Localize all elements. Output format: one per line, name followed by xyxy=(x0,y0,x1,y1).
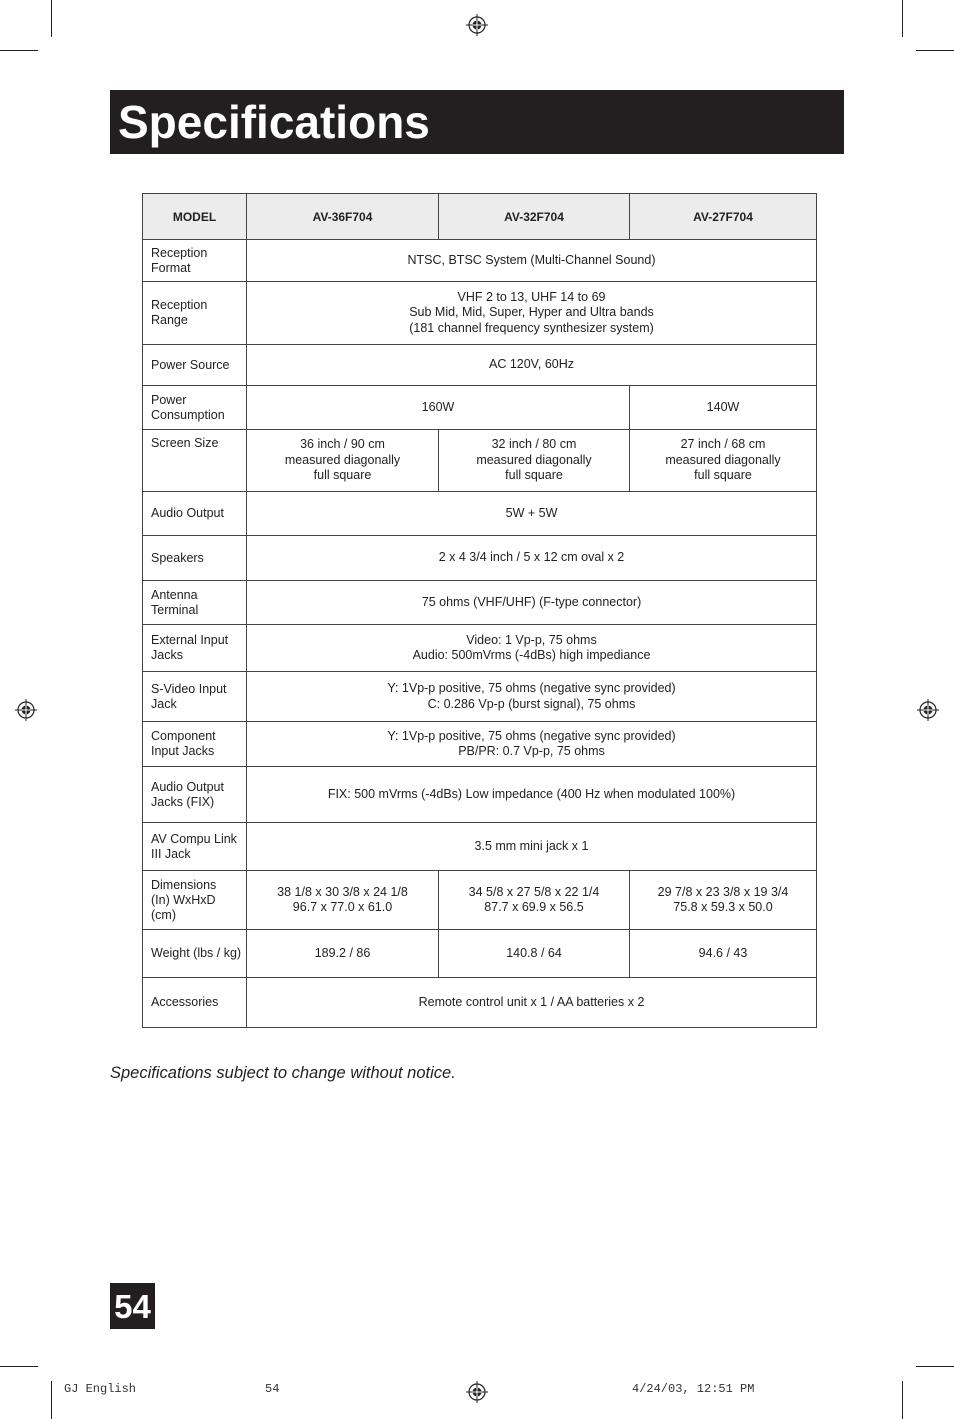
table-row xyxy=(143,823,817,871)
row-value: 160W xyxy=(247,386,630,430)
row-value: 32 inch / 80 cm measured diagonally full square xyxy=(439,430,630,492)
table-row xyxy=(143,345,817,386)
row-value: FIX: 500 mVrms (-4dBs) Low impedance (400 Hz when modulated 100%) xyxy=(247,767,817,823)
row-label: Audio Output xyxy=(143,492,247,536)
row-label: Component Input Jacks xyxy=(143,722,247,767)
crop-mark xyxy=(51,0,52,37)
registration-mark-icon xyxy=(466,1381,488,1403)
row-value: VHF 2 to 13, UHF 14 to 69 Sub Mid, Mid, Super, Hyper and Ultra bands (181 channel frequency synthesizer system) xyxy=(247,282,817,345)
row-value: 36 inch / 90 cm measured diagonally full square xyxy=(247,430,439,492)
table-row xyxy=(143,282,817,345)
spec-table xyxy=(142,193,817,1028)
row-label: Reception Format xyxy=(143,240,247,282)
registration-mark-icon xyxy=(15,699,37,721)
row-value: Y: 1Vp-p positive, 75 ohms (negative sync provided) C: 0.286 Vp-p (burst signal), 75 ohms xyxy=(247,672,817,722)
crop-mark xyxy=(916,1366,954,1367)
row-value: Remote control unit x 1 / AA batteries x 2 xyxy=(247,978,817,1028)
row-label: External Input Jacks xyxy=(143,625,247,672)
row-value: Y: 1Vp-p positive, 75 ohms (negative sync provided) PB/PR: 0.7 Vp-p, 75 ohms xyxy=(247,722,817,767)
table-row xyxy=(143,625,817,672)
row-value: 34 5/8 x 27 5/8 x 22 1/4 87.7 x 69.9 x 56.5 xyxy=(439,871,630,930)
footer-timestamp: 4/24/03, 12:51 PM xyxy=(632,1382,755,1396)
row-value: Video: 1 Vp-p, 75 ohms Audio: 500mVrms (-4dBs) high impediance xyxy=(247,625,817,672)
table-row xyxy=(143,536,817,581)
row-value: 3.5 mm mini jack x 1 xyxy=(247,823,817,871)
page-title: Specifications xyxy=(118,96,430,148)
table-row xyxy=(143,240,817,282)
crop-mark xyxy=(51,1381,52,1419)
header-av-32f704: AV-32F704 xyxy=(439,194,630,240)
row-label: Speakers xyxy=(143,536,247,581)
table-row xyxy=(143,581,817,625)
table-header-row xyxy=(143,194,817,240)
row-label: AV Compu Link III Jack xyxy=(143,823,247,871)
crop-mark xyxy=(916,50,954,51)
row-label: S-Video Input Jack xyxy=(143,672,247,722)
row-value: 5W + 5W xyxy=(247,492,817,536)
table-row xyxy=(143,767,817,823)
row-label: Dimensions (In) WxHxD (cm) xyxy=(143,871,247,930)
crop-mark xyxy=(902,0,903,37)
footer-page: 54 xyxy=(265,1382,280,1396)
row-label: Weight (lbs / kg) xyxy=(143,930,247,978)
registration-mark-icon xyxy=(917,699,939,721)
row-label: Audio Output Jacks (FIX) xyxy=(143,767,247,823)
header-model: MODEL xyxy=(143,194,247,240)
title-banner xyxy=(110,90,844,154)
row-label: Accessories xyxy=(143,978,247,1028)
table-row xyxy=(143,430,817,492)
row-value: 75 ohms (VHF/UHF) (F-type connector) xyxy=(247,581,817,625)
disclaimer-note: Specifications subject to change without notice. xyxy=(110,1064,456,1082)
table-row xyxy=(143,492,817,536)
row-value: 140.8 / 64 xyxy=(439,930,630,978)
row-value: 189.2 / 86 xyxy=(247,930,439,978)
row-value: AC 120V, 60Hz xyxy=(247,345,817,386)
table-row xyxy=(143,978,817,1028)
crop-mark xyxy=(0,50,38,51)
row-value: 29 7/8 x 23 3/8 x 19 3/4 75.8 x 59.3 x 50.0 xyxy=(630,871,817,930)
row-value: 140W xyxy=(630,386,817,430)
table-row xyxy=(143,722,817,767)
header-av-36f704: AV-36F704 xyxy=(247,194,439,240)
table-row xyxy=(143,871,817,930)
row-label: Antenna Terminal xyxy=(143,581,247,625)
header-av-27f704: AV-27F704 xyxy=(630,194,817,240)
row-label: Reception Range xyxy=(143,282,247,345)
row-value: 2 x 4 3/4 inch / 5 x 12 cm oval x 2 xyxy=(247,536,817,581)
table-row xyxy=(143,930,817,978)
row-value: 94.6 / 43 xyxy=(630,930,817,978)
table-row xyxy=(143,672,817,722)
row-label: Power Source xyxy=(143,345,247,386)
crop-mark xyxy=(0,1366,38,1367)
registration-mark-icon xyxy=(466,14,488,36)
row-value: 38 1/8 x 30 3/8 x 24 1/8 96.7 x 77.0 x 61.0 xyxy=(247,871,439,930)
row-value: 27 inch / 68 cm measured diagonally full square xyxy=(630,430,817,492)
row-label: Screen Size xyxy=(143,430,247,492)
page-number: 54 xyxy=(110,1283,155,1329)
row-value: NTSC, BTSC System (Multi-Channel Sound) xyxy=(247,240,817,282)
footer-left: GJ English xyxy=(64,1382,137,1396)
crop-mark xyxy=(902,1381,903,1419)
row-label: Power Consumption xyxy=(143,386,247,430)
table-row xyxy=(143,386,817,430)
